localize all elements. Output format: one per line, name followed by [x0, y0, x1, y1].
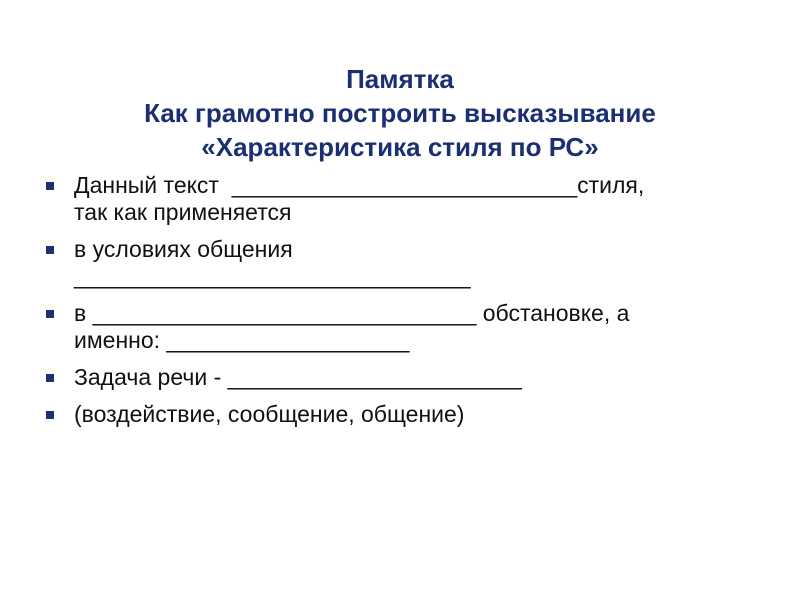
square-bullet-icon: [46, 374, 54, 382]
bullet-item-speech-task: [46, 364, 746, 391]
title-line-heading: Как грамотно построить высказывание: [144, 98, 656, 128]
bullet-line: (воздействие, сообщение, общение): [74, 401, 465, 427]
square-bullet-icon: [46, 310, 54, 318]
title-line-memo: Памятка: [346, 64, 454, 94]
bullet-list: [46, 172, 746, 428]
title-line-topic: «Характеристика стиля по РС»: [201, 132, 599, 162]
bullet-line: _______________________________: [74, 263, 471, 289]
square-bullet-icon: [46, 411, 54, 419]
bullet-line: Данный текст ___________________________стиля,: [74, 172, 645, 198]
square-bullet-icon: [46, 246, 54, 254]
bullet-item-text-style: [46, 172, 746, 226]
bullet-line: в ______________________________ обстановке, а: [74, 300, 630, 326]
slide-title: [40, 62, 760, 164]
square-bullet-icon: [46, 182, 54, 190]
bullet-item-setting: [46, 300, 746, 354]
bullet-line: именно: ___________________: [74, 327, 410, 353]
bullet-item-communication-conditions: [46, 236, 746, 290]
bullet-item-options: [46, 401, 746, 428]
bullet-line: Задача речи - _______________________: [74, 364, 522, 390]
bullet-line: в условиях общения: [74, 236, 293, 262]
bullet-line: так как применяется: [74, 199, 292, 225]
